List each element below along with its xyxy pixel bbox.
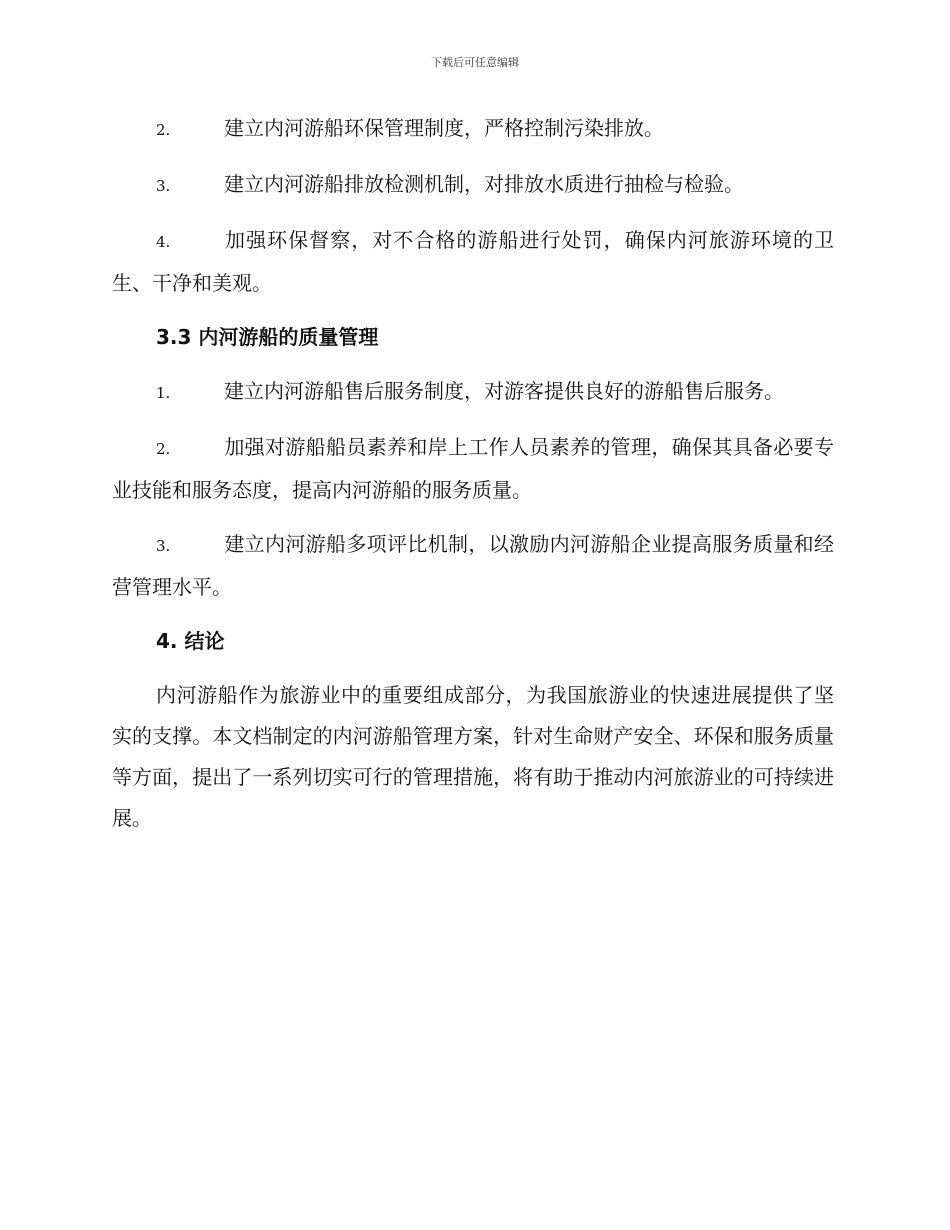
conclusion-paragraph: 内河游船作为旅游业中的重要组成部分，为我国旅游业的快速进展提供了坚实的支撑。本文档制定的内河游船管理方案，针对生命财产安全、环保和服务质量等方面，提出了一系列切实可行的管理措施，将有助于推动内河旅游业的可持续进展。 [112, 683, 834, 830]
item-text: 建立内河游船排放检测机制，对排放水质进行抽检与检验。 [224, 172, 744, 196]
list-item-quality-3 [112, 524, 834, 608]
item-text: 建立内河游船环保管理制度，严格控制污染排放。 [224, 116, 664, 140]
list-item-env-4 [112, 220, 834, 304]
list-item-quality-1 [112, 371, 834, 414]
header-note: 下载后可任意编辑 [431, 56, 519, 69]
item-number: 4. [156, 233, 171, 251]
item-text: 加强对游船船员素养和岸上工作人员素养的管理，确保其具备必要专业技能和服务态度，提高内河游船的服务质量。 [112, 435, 834, 502]
list-item-env-3 [112, 164, 834, 207]
item-text: 加强环保督察，对不合格的游船进行处罚，确保内河旅游环境的卫生、干净和美观。 [112, 228, 834, 295]
item-number: 1. [156, 384, 171, 402]
list-item-quality-2 [112, 427, 834, 511]
section-heading-conclusion: 4. 结论 [156, 629, 225, 653]
section-heading-quality: 3.3 内河游船的质量管理 [156, 325, 379, 349]
item-number: 3. [156, 177, 171, 195]
list-item-env-2 [112, 108, 834, 151]
item-number: 3. [156, 537, 171, 555]
item-text: 建立内河游船多项评比机制，以激励内河游船企业提高服务质量和经营管理水平。 [112, 532, 834, 599]
item-text: 建立内河游船售后服务制度，对游客提供良好的游船售后服务。 [224, 379, 784, 403]
item-number: 2. [156, 440, 171, 458]
document-body [112, 108, 834, 839]
item-number: 2. [156, 121, 171, 139]
